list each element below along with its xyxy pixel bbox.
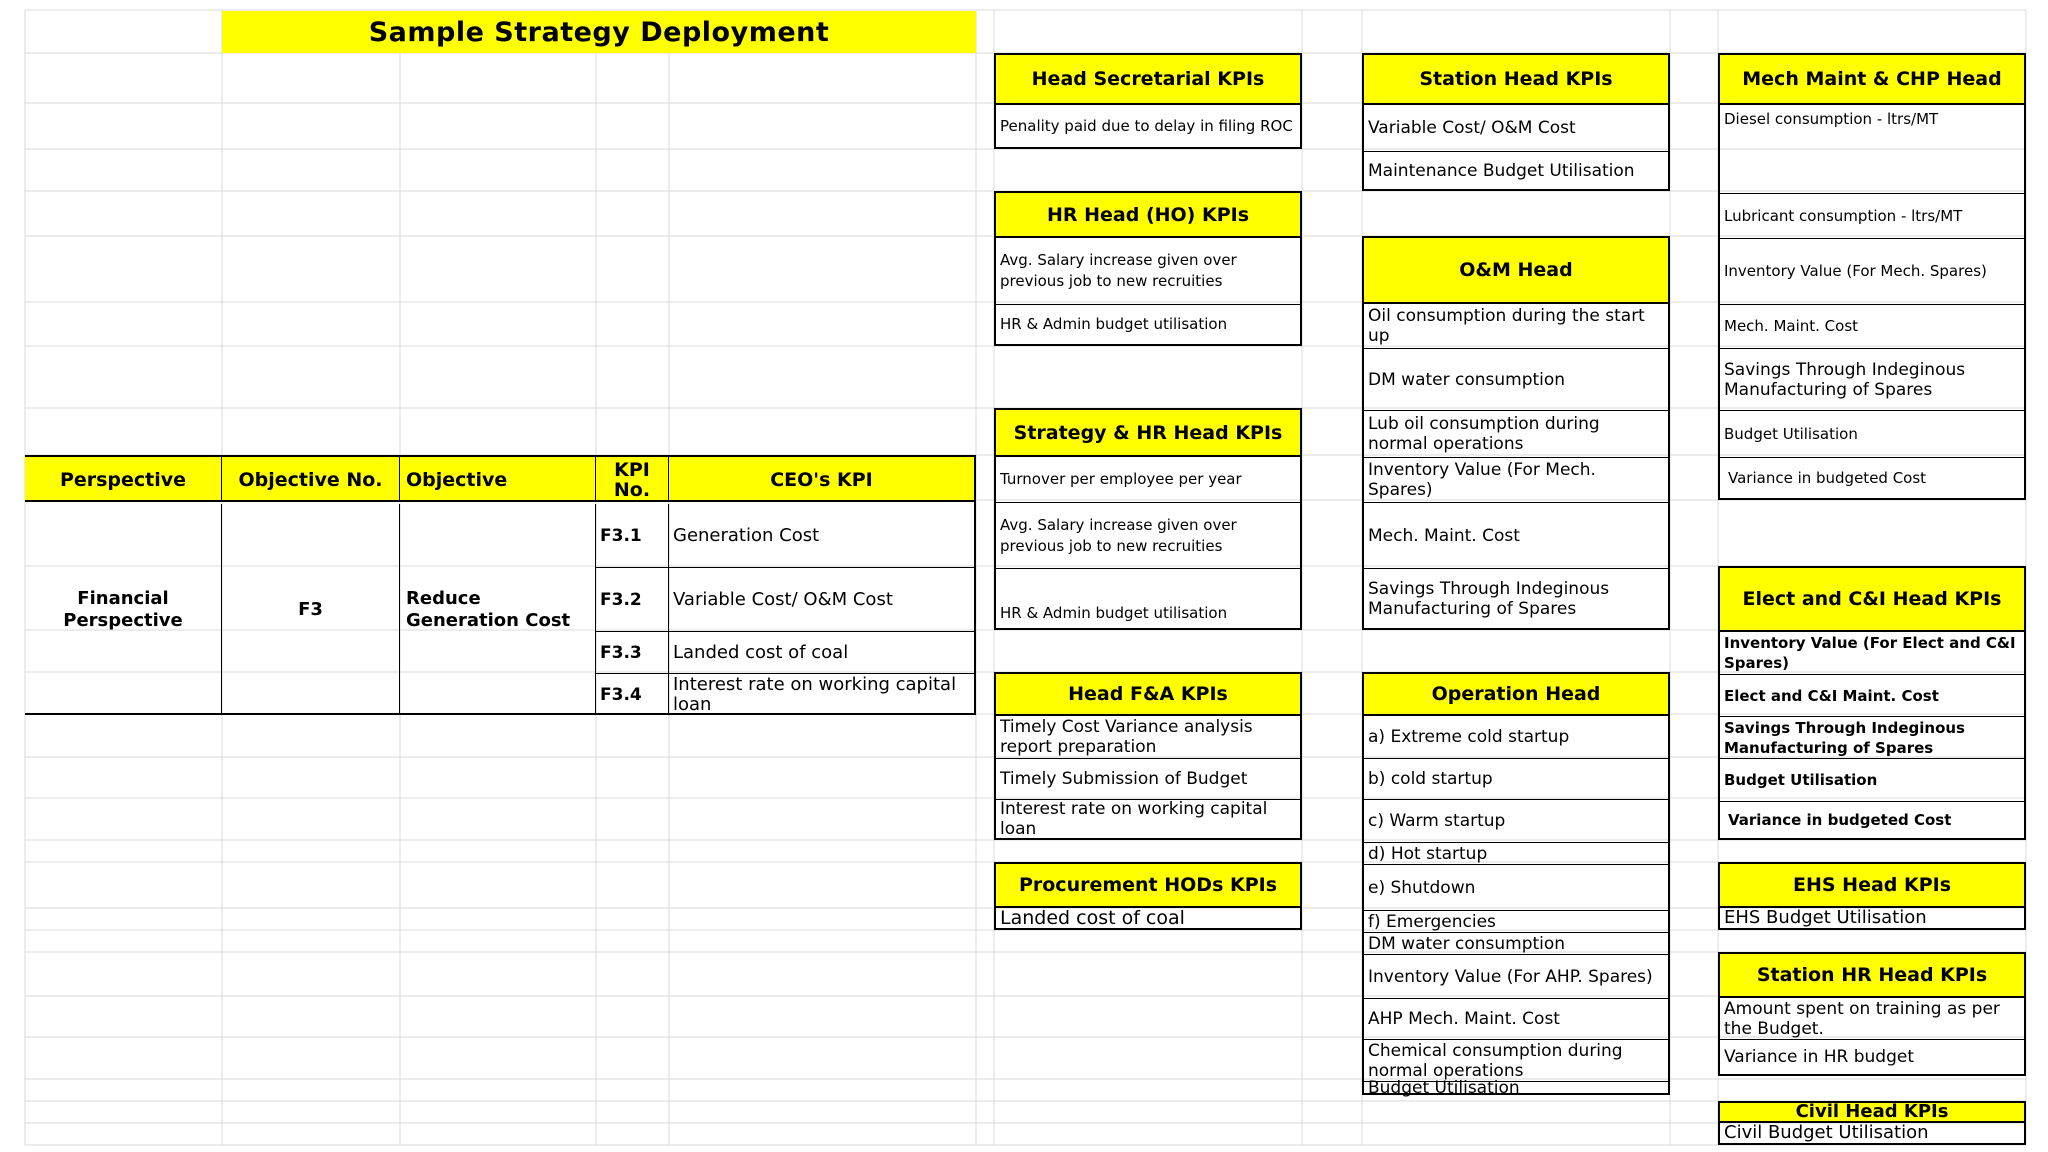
kpi-item: Mech. Maint. Cost [1364, 502, 1668, 568]
kpi-box-mech-maint-chp-head [1718, 53, 2026, 500]
kpi-box-head-secretarial [994, 53, 1302, 149]
kpi-item: Inventory Value (For AHP. Spares) [1364, 954, 1668, 998]
kpi-item: Savings Through Indeginous Manufacturing of Spares [1720, 716, 2024, 758]
kpi-item: Lubricant consumption - ltrs/MT [1720, 193, 2024, 238]
kpi-box-station-hr-head [1718, 952, 2026, 1076]
kpi-box-head-fa [994, 672, 1302, 840]
kpi-box-title: Operation Head [1364, 674, 1668, 716]
kpi-box-operation-head [1362, 672, 1670, 1098]
kpi-item: e) Shutdown [1364, 864, 1668, 910]
kpi-item: f) Emergencies [1364, 910, 1668, 932]
kpi-no-cell: F3.3 [596, 632, 669, 674]
kpi-item: Landed cost of coal [1000, 907, 1185, 929]
kpi-item: Budget Utilisation [1364, 1081, 1668, 1093]
kpi-item: b) cold startup [1364, 758, 1668, 799]
kpi-item: Maintenance Budget Utilisation [1364, 151, 1668, 189]
kpi-item: d) Hot startup [1364, 842, 1668, 864]
kpi-box-title: Station HR Head KPIs [1720, 954, 2024, 998]
kpi-item: Penality paid due to delay in filing ROC [1000, 116, 1293, 135]
kpi-cell: Variable Cost/ O&M Cost [669, 568, 974, 632]
kpi-box-civil-head [1718, 1101, 2026, 1145]
kpi-item: Savings Through Indeginous Manufacturing of Spares [1364, 568, 1668, 628]
kpi-box-title: EHS Head KPIs [1720, 864, 2024, 908]
kpi-item: Diesel consumption - ltrs/MT [1724, 110, 1939, 128]
kpi-item: Variable Cost/ O&M Cost [1368, 118, 1576, 138]
kpi-item: Amount spent on training as per the Budget. [1724, 998, 2000, 1039]
kpi-box-strategy-hr-head [994, 408, 1302, 630]
kpi-no-cell: F3.4 [596, 674, 669, 715]
kpi-cell: Generation Cost [669, 504, 974, 568]
kpi-item: Inventory Value (For Mech. Spares) [1720, 238, 2024, 304]
kpi-no-cell: F3.1 [596, 504, 669, 568]
objective-no-cell: F3 [222, 504, 400, 715]
kpi-item: Timely Submission of Budget [996, 758, 1300, 799]
kpi-item: a) Extreme cold startup [1368, 727, 1570, 747]
kpi-box-elect-ci-head [1718, 566, 2026, 840]
kpi-item: c) Warm startup [1364, 799, 1668, 842]
kpi-item: Interest rate on working capital loan [996, 799, 1300, 838]
kpi-item: Variance in budgeted Cost [1720, 457, 2024, 498]
ceo-kpi-table [25, 455, 976, 715]
kpi-item: Budget Utilisation [1720, 758, 2024, 801]
kpi-box-title: Strategy & HR Head KPIs [996, 410, 1300, 457]
kpi-item: Elect and C&I Maint. Cost [1720, 674, 2024, 716]
kpi-cell: Landed cost of coal [669, 632, 974, 674]
sheet-title: Sample Strategy Deployment [222, 11, 976, 53]
kpi-box-title: Head Secretarial KPIs [996, 55, 1300, 105]
kpi-item: Variance in HR budget [1720, 1039, 2024, 1074]
kpi-item: Civil Budget Utilisation [1724, 1122, 1929, 1143]
kpi-item: HR & Admin budget utilisation [996, 304, 1300, 344]
kpi-item: DM water consumption [1364, 932, 1668, 954]
kpi-cell: Interest rate on working capital loan [673, 673, 957, 715]
kpi-item: Oil consumption during the start up [1368, 306, 1645, 346]
objective-cell: Reduce Generation Cost [400, 504, 596, 715]
header-kpi-no: KPI No. [596, 457, 669, 502]
kpi-item: Lub oil consumption during normal operations [1364, 410, 1668, 457]
kpi-box-title: Station Head KPIs [1364, 55, 1668, 105]
kpi-box-ehs-head [1718, 862, 2026, 930]
header-perspective: Perspective [25, 457, 222, 502]
kpi-box-title: Elect and C&I Head KPIs [1720, 568, 2024, 632]
kpi-item: Budget Utilisation [1720, 410, 2024, 457]
kpi-item: Avg. Salary increase given over previous job to new recruities [996, 502, 1300, 568]
kpi-item: Variance in budgeted Cost [1720, 801, 2024, 838]
kpi-box-title: O&M Head [1364, 238, 1668, 304]
kpi-item: Avg. Salary increase given over previous job to new recruities [1000, 251, 1237, 290]
kpi-box-title: Procurement HODs KPIs [996, 864, 1300, 908]
kpi-box-title: Mech Maint & CHP Head [1720, 55, 2024, 105]
header-objective: Objective [400, 457, 596, 502]
kpi-item: DM water consumption [1364, 348, 1668, 410]
kpi-box-hr-head-ho [994, 191, 1302, 346]
kpi-item: Inventory Value (For Elect and C&I Spares) [1724, 634, 2016, 672]
kpi-item [1720, 151, 2024, 193]
kpi-item: EHS Budget Utilisation [1724, 907, 1927, 928]
kpi-item: Mech. Maint. Cost [1720, 304, 2024, 348]
perspective-cell: Financial Perspective [25, 504, 222, 715]
kpi-box-title: HR Head (HO) KPIs [996, 193, 1300, 238]
kpi-no-cell: F3.2 [596, 568, 669, 632]
kpi-box-procurement-hods [994, 862, 1302, 930]
header-ceo-kpi: CEO's KPI [770, 468, 873, 491]
kpi-box-title: Head F&A KPIs [996, 674, 1300, 716]
header-objective-no: Objective No. [222, 457, 400, 502]
kpi-box-station-head [1362, 53, 1670, 191]
kpi-item: Chemical consumption during normal operations [1364, 1039, 1668, 1081]
kpi-item: AHP Mech. Maint. Cost [1364, 998, 1668, 1039]
kpi-item: Savings Through Indeginous Manufacturing of Spares [1720, 348, 2024, 410]
kpi-item: Timely Cost Variance analysis report preparation [1000, 717, 1253, 757]
kpi-item: Inventory Value (For Mech. Spares) [1364, 457, 1668, 502]
kpi-item: Turnover per employee per year [1000, 470, 1242, 488]
kpi-box-title: Civil Head KPIs [1720, 1103, 2024, 1123]
kpi-item: HR & Admin budget utilisation [996, 568, 1300, 628]
kpi-box-om-head [1362, 236, 1670, 630]
table-header-row [25, 457, 974, 502]
